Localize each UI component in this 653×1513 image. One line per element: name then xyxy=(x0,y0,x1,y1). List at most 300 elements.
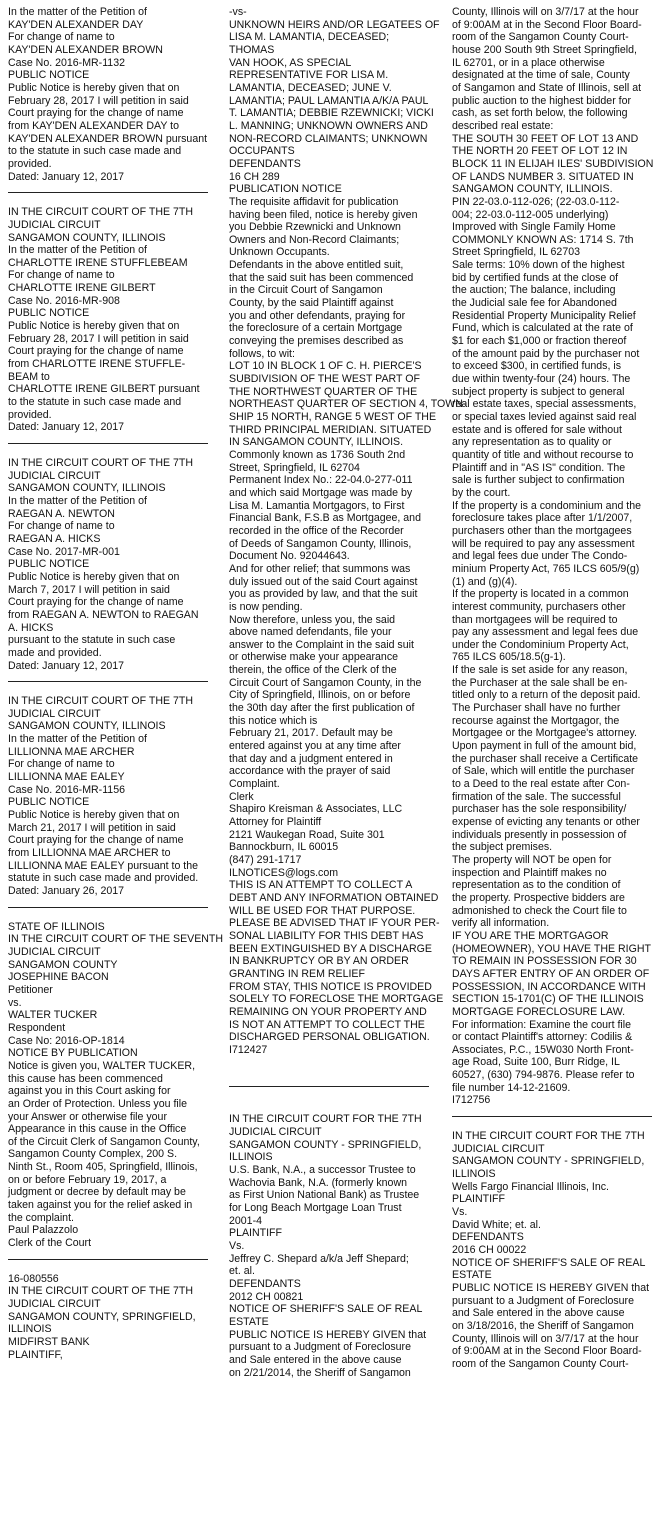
notice-line: LOT 10 IN BLOCK 1 OF C. H. PIERCE'S xyxy=(229,360,422,373)
notice-line: Court praying for the change of name xyxy=(8,107,184,120)
notice-line: from KAY'DEN ALEXANDER DAY to xyxy=(8,119,179,132)
notice-line: Case No. 2016-MR-908 xyxy=(8,294,120,307)
notice-line: Sale terms: 10% down of the highest xyxy=(452,259,625,272)
notice-line: City of Springfield, Illinois, on or before xyxy=(229,689,411,702)
notice-line: or special taxes levied against said real xyxy=(452,411,637,423)
notice-line: subject property is subject to general xyxy=(452,385,625,398)
notice-line: Jeffrey C. Shepard a/k/a Jeff Shepard; xyxy=(229,1252,409,1265)
notice-line: Associates, P.C., 15W030 North Front- xyxy=(452,1043,634,1056)
notice-line: admonished to check the Court file to xyxy=(452,904,627,917)
notice-line: Notice is given you, WALTER TUCKER, xyxy=(8,1059,196,1072)
notice-line: Mortgagee or the Mortgagee's attorney. xyxy=(452,727,637,740)
notice-line: BLOCK 11 IN ELIJAH ILES' SUBDIVISION xyxy=(452,157,653,170)
notice-line: or otherwise make your appearance xyxy=(229,651,399,664)
notice-line: pay any assessment and legal fees due xyxy=(452,626,639,639)
notice-line: above named defendants, file your xyxy=(229,626,392,639)
notice-line: Petitioner xyxy=(8,983,53,996)
notice-line: WALTER TUCKER xyxy=(8,1009,98,1022)
notice-line: room of the Sangamon County Court- xyxy=(452,31,629,44)
notice-line: RAEGAN A. HICKS xyxy=(8,532,101,545)
notice-line: against you in this Court asking for xyxy=(8,1085,171,1098)
notice-line: the property. Prospective bidders are xyxy=(452,891,625,904)
notice-line: Court praying for the change of name xyxy=(8,834,184,847)
notice-line: THE NORTHWEST QUARTER OF THE xyxy=(229,385,418,398)
notice-line: PIN 22-03.0-112-026; (22-03.0-112- xyxy=(452,195,620,208)
notice-line: Fund, which is calculated at the rate of xyxy=(452,322,633,335)
notice-line: GRANTING IN REM RELIEF xyxy=(229,967,365,980)
notice-line: David White; et. al. xyxy=(452,1218,541,1231)
notice-line: Plaintiff and in "AS IS" condition. The xyxy=(452,461,626,474)
legal-notice xyxy=(452,1130,652,1370)
notice-line: February 21, 2017. Default may be xyxy=(229,727,393,740)
notice-line: Financial Bank, F.S.B as Mortgagee, and xyxy=(229,512,421,525)
notice-line: NOTICE OF SHERIFF'S SALE OF REAL xyxy=(452,1256,646,1269)
notice-line: age Road, Suite 100, Burr Ridge, IL xyxy=(452,1056,620,1069)
notice-line: NON-RECORD CLAIMANTS; UNKNOWN xyxy=(229,132,428,145)
notice-line: Case No. 2016-MR-1132 xyxy=(8,56,125,69)
notice-line: Dated: January 12, 2017 xyxy=(8,421,125,434)
notice-line: Permanent Index No.: 22-04.0-277-011 xyxy=(229,474,413,487)
column-1 xyxy=(8,6,224,1511)
notice-line: IN THE CIRCUIT COURT OF THE SEVENTH xyxy=(8,933,224,946)
notice-line: answer to the Complaint in the said suit xyxy=(229,638,414,651)
notice-line: IF YOU ARE THE MORTGAGOR xyxy=(452,929,609,942)
notice-line: individuals presently in possession of xyxy=(452,828,627,841)
notice-line: REPRESENTATIVE FOR LISA M. xyxy=(229,69,389,82)
notice-line: of Sangamon and State of Illinois, sell at xyxy=(452,81,642,94)
notice-line: Clerk of the Court xyxy=(8,1237,92,1250)
notice-line: JUDICIAL CIRCUIT xyxy=(229,1126,322,1139)
notice-line: titled only to a return of the deposit paid. xyxy=(452,689,641,702)
notice-line: A. HICKS xyxy=(8,621,54,634)
notice-line: Commonly known as 1736 South 2nd xyxy=(229,448,406,461)
notice-line: In the matter of the Petition of xyxy=(8,494,147,507)
notice-line: Respondent xyxy=(8,1021,66,1034)
notice-line: L. MANNING; UNKNOWN OWNERS AND xyxy=(229,119,428,132)
notice-line: ILLINOIS xyxy=(229,1151,273,1164)
notice-line: made and provided. xyxy=(8,646,102,659)
notice-line: For information: Examine the court file xyxy=(452,1018,631,1031)
notice-line: February 28, 2017 I will petition in said xyxy=(8,94,189,107)
notice-line: SANGAMON COUNTY, SPRINGFIELD, xyxy=(8,1310,196,1323)
notice-line: the purchaser shall receive a Certificate xyxy=(452,752,639,765)
notice-line: T. LAMANTIA; DEBBIE RZEWNICKI; VICKI xyxy=(229,107,434,120)
notice-line: For change of name to xyxy=(8,269,115,282)
notice-line: and Sale entered in the above cause xyxy=(452,1307,625,1320)
notice-line: to the statute in such case made and xyxy=(8,396,182,409)
legal-notice xyxy=(8,206,208,434)
notice-line: quantity of title and without recourse to xyxy=(452,448,634,461)
notice-line: Case No. 2016-MR-1156 xyxy=(8,783,125,796)
notice-line: file number 14-12-21609. xyxy=(452,1081,571,1094)
notice-line: to a Deed to the real estate after Con- xyxy=(452,778,630,791)
notice-line: under the Condominium Property Act, xyxy=(452,638,629,651)
notice-line: Residential Property Municipality Relief xyxy=(452,309,636,322)
notice-line: sale is further subject to confirmation xyxy=(452,474,625,487)
notice-line: SOLELY TO FORECLOSE THE MORTGAGE xyxy=(229,993,444,1006)
notice-line: PUBLICATION NOTICE xyxy=(229,183,342,196)
notice-line: OF LANDS NUMBER 3. SITUATED IN xyxy=(452,170,634,183)
notice-line: the foreclosure of a certain Mortgage xyxy=(229,322,403,335)
notice-line: SONAL LIABILITY FOR THIS DEBT HAS xyxy=(229,929,424,942)
notice-line: Sangamon County Complex, 200 S. xyxy=(8,1148,178,1161)
notice-line: pursuant to a Judgment of Foreclosure xyxy=(229,1341,411,1354)
notice-line: in the Circuit Court of Sangamon xyxy=(229,284,383,297)
notice-line: real estate taxes, special assessments, xyxy=(452,398,637,411)
notice-line: Ninth St., Room 405, Springfield, Illinois, xyxy=(8,1161,198,1174)
notice-line: THOMAS xyxy=(229,43,275,56)
notice-line: SANGAMON COUNTY, ILLINOIS. xyxy=(452,183,613,196)
notice-line: of Deeds of Sangamon County, Illinois, xyxy=(229,537,412,550)
notice-line: the Judicial sale fee for Abandoned xyxy=(452,297,617,310)
notice-line: is now pending. xyxy=(229,600,303,613)
notice-line: an Order of Protection. Unless you file xyxy=(8,1097,188,1110)
notice-line: described real estate: xyxy=(452,119,554,132)
notice-line: duly issued out of the said Court against xyxy=(229,575,418,588)
notice-divider xyxy=(8,443,208,444)
legal-notice xyxy=(8,457,208,672)
notice-line: PUBLIC NOTICE xyxy=(8,69,90,82)
notice-line: and Sale entered in the above cause xyxy=(229,1353,402,1366)
notice-line: March 21, 2017 I will petition in said xyxy=(8,821,176,834)
notice-line: JUDICIAL CIRCUIT xyxy=(8,218,101,231)
notice-line: LAMANTIA, DECEASED; JUNE V. xyxy=(229,81,392,94)
notice-line: Wachovia Bank, N.A. (formerly known xyxy=(229,1176,407,1189)
notice-line: 16-080556 xyxy=(8,1272,59,1285)
notice-line: IN THE CIRCUIT COURT FOR THE 7TH xyxy=(452,1130,645,1143)
notice-line: estate and is offered for sale without xyxy=(452,423,622,436)
notice-line: by the court. xyxy=(452,486,511,499)
notice-line: TO REMAIN IN POSSESSION FOR 30 xyxy=(452,955,637,968)
notice-line: 765 ILCS 605/18.5(g-1). xyxy=(452,651,566,664)
legal-notice xyxy=(8,920,224,1250)
notice-line: or contact Plaintiff's attorney: Codilis & xyxy=(452,1031,633,1044)
notice-line: LILLIONNA MAE EALEY xyxy=(8,771,125,784)
notice-line: purchasers other than the mortgagees xyxy=(452,524,632,537)
notice-line: CHARLOTTE IRENE GILBERT pursuant xyxy=(8,383,200,396)
notice-line: OCCUPANTS xyxy=(229,145,295,158)
notice-line: THE SOUTH 30 FEET OF LOT 13 AND xyxy=(452,132,639,145)
notice-line: room of the Sangamon County Court- xyxy=(452,1357,629,1370)
notice-line: of 9:00AM at in the Second Floor Board- xyxy=(452,1345,642,1358)
notice-line: And for other relief; that summons was xyxy=(229,562,411,575)
notice-line: Case No. 2017-MR-001 xyxy=(8,545,120,558)
notice-line: of the Circuit Clerk of Sangamon County, xyxy=(8,1135,200,1148)
notice-line: February 28, 2017 I will petition in said xyxy=(8,332,189,345)
notice-line: Lisa M. Lamantia Mortgagors, to First xyxy=(229,499,405,512)
notice-line: FROM STAY, THIS NOTICE IS PROVIDED xyxy=(229,980,432,993)
notice-line: SANGAMON COUNTY xyxy=(8,958,118,971)
notice-line: LILLIONNA MAE ARCHER xyxy=(8,745,135,758)
notice-line: PUBLIC NOTICE xyxy=(8,307,90,320)
notice-line: County, by the said Plaintiff against xyxy=(229,297,394,310)
notice-line: of the amount paid by the purchaser not xyxy=(452,347,640,360)
notice-line: Dated: January 26, 2017 xyxy=(8,885,125,897)
notice-line: interest community, purchasers other xyxy=(452,600,626,613)
notice-line: UNKNOWN HEIRS AND/OR LEGATEES OF xyxy=(229,18,440,31)
notice-line: on 2/21/2014, the Sheriff of Sangamon xyxy=(229,1366,411,1379)
notice-line: Bannockburn, IL 60015 xyxy=(229,841,339,854)
notice-line: IN THE CIRCUIT COURT OF THE 7TH xyxy=(8,206,194,219)
notice-line: Vs. xyxy=(229,1240,245,1253)
notice-line: any representation as to quality or xyxy=(452,436,612,449)
notice-line: than mortgagees will be required to xyxy=(452,613,618,626)
notice-line: entered against you at any time after xyxy=(229,740,401,753)
notice-line: 004; 22-03.0-112-005 underlying) xyxy=(452,208,609,221)
notice-line: IS NOT AN ATTEMPT TO COLLECT THE xyxy=(229,1018,425,1031)
notice-line: IN BANKRUPTCY OR BY AN ORDER xyxy=(229,955,409,968)
notice-line: In the matter of the Petition of xyxy=(8,244,147,257)
notice-line: 16 CH 289 xyxy=(229,170,280,183)
notice-line: IN THE CIRCUIT COURT OF THE 7TH xyxy=(8,457,194,469)
notice-divider xyxy=(452,1116,652,1117)
notice-line: to the statute in such case made and xyxy=(8,145,182,158)
notice-line: Public Notice is hereby given that on xyxy=(8,809,180,822)
notice-line: you and other defendants, praying for xyxy=(229,309,406,322)
notice-line: recourse against the Mortgagor, the xyxy=(452,714,620,727)
notice-line: Vs. xyxy=(452,1206,468,1219)
notice-line: will be required to pay any assessment xyxy=(452,537,635,550)
notice-line: this cause has been commenced xyxy=(8,1072,163,1085)
notice-line: Now therefore, unless you, the said xyxy=(229,613,396,626)
notice-line: 2121 Waukegan Road, Suite 301 xyxy=(229,828,385,841)
notice-line: provided. xyxy=(8,157,52,170)
notice-line: The property will NOT be open for xyxy=(452,853,612,866)
notice-line: In the matter of the Petition of xyxy=(8,6,147,18)
notice-line: Court praying for the change of name xyxy=(8,596,184,609)
notice-line: Street, Springfield, IL 62704 xyxy=(229,461,360,474)
notice-line: DISCHARGED PERSONAL OBLIGATION. xyxy=(229,1031,430,1044)
notice-line: CHARLOTTE IRENE GILBERT xyxy=(8,282,156,295)
notice-line: JUDICIAL CIRCUIT xyxy=(8,945,101,958)
notice-line: LILLIONNA MAE EALEY pursuant to the xyxy=(8,859,199,872)
notice-line: public auction to the highest bidder for xyxy=(452,94,632,107)
notice-line: IN THE CIRCUIT COURT OF THE 7TH xyxy=(8,695,194,708)
notice-line: cash, as set forth below, the following xyxy=(452,107,628,120)
notice-line: I712756 xyxy=(452,1094,491,1107)
notice-line: on or before February 19, 2017, a xyxy=(8,1173,167,1186)
notice-line: CHARLOTTE IRENE STUFFLEBEAM xyxy=(8,256,188,269)
notice-line: NOTICE BY PUBLICATION xyxy=(8,1047,138,1060)
notice-line: March 7, 2017 I will petition in said xyxy=(8,583,170,596)
legal-notice xyxy=(229,6,467,1056)
notice-line: $1 for each $1,000 or fraction thereof xyxy=(452,335,627,348)
notice-line: Unknown Occupants. xyxy=(229,246,330,259)
notice-line: Court praying for the change of name xyxy=(8,345,184,358)
notice-line: IN THE CIRCUIT COURT FOR THE 7TH xyxy=(229,1113,422,1126)
notice-line: 60527, (630) 794-9876. Please refer to xyxy=(452,1069,635,1082)
notice-line: For change of name to xyxy=(8,31,115,44)
notice-line: (1) and (g)(4). xyxy=(452,575,518,588)
notice-line: Document No. 92044643. xyxy=(229,550,350,563)
notice-line: PUBLIC NOTICE IS HEREBY GIVEN that xyxy=(452,1281,650,1294)
notice-line: foreclosure takes place after 1/1/2007, xyxy=(452,512,633,525)
notice-line: JUDICIAL CIRCUIT xyxy=(8,707,101,720)
notice-line: verify all information. xyxy=(452,917,550,930)
notice-line: to exceed $300, in certified funds, is xyxy=(452,360,622,373)
notice-line: (HOMEOWNER), YOU HAVE THE RIGHT xyxy=(452,942,651,955)
notice-line: For change of name to xyxy=(8,758,115,771)
notice-line: PLAINTIFF xyxy=(452,1193,505,1206)
notice-line: as First Union National Bank) as Trustee xyxy=(229,1189,420,1202)
notice-line: DEFENDANTS xyxy=(452,1231,524,1244)
notice-line: from LILLIONNA MAE ARCHER to xyxy=(8,847,171,860)
notice-line: from RAEGAN A. NEWTON to RAEGAN xyxy=(8,608,199,621)
notice-line: Upon payment in full of the amount bid, xyxy=(452,740,637,753)
notice-line: the auction; The balance, including xyxy=(452,284,616,297)
notice-line: WILL BE USED FOR THAT PURPOSE. xyxy=(229,904,416,917)
notice-line: provided. xyxy=(8,408,52,421)
legal-notice xyxy=(8,1273,208,1362)
column-3 xyxy=(452,6,652,1511)
notice-line: KAY'DEN ALEXANDER BROWN pursuant xyxy=(8,132,208,145)
notice-line: DEFENDANTS xyxy=(229,157,301,170)
notice-line: bid by certified funds at the close of xyxy=(452,271,619,284)
legal-notice xyxy=(229,1113,429,1379)
column-2 xyxy=(229,6,467,1511)
notice-line: you as provided by law, and that the suit xyxy=(229,588,418,601)
notice-line: pursuant to the statute in such case xyxy=(8,634,176,647)
notice-line: from CHARLOTTE IRENE STUFFLE- xyxy=(8,358,186,371)
notice-line: statute in such case made and provided. xyxy=(8,872,199,885)
notice-line: of Sale, which will entitle the purchaser xyxy=(452,765,635,778)
notice-line: on 3/18/2016, the Sheriff of Sangamon xyxy=(452,1319,634,1332)
notice-line: expense of evicting any tenants or other xyxy=(452,816,640,828)
notice-line: SHIP 15 NORTH, RANGE 5 WEST OF THE xyxy=(229,411,437,423)
notice-line: In the matter of the Petition of xyxy=(8,733,147,746)
notice-line: SANGAMON COUNTY, ILLINOIS xyxy=(8,231,166,244)
notice-line: follows, to wit: xyxy=(229,347,295,360)
notice-line: The requisite affidavit for publication xyxy=(229,195,399,208)
notice-line: Public Notice is hereby given that on xyxy=(8,320,180,333)
notice-line: County, Illinois will on 3/7/17 at the hour xyxy=(452,1332,639,1345)
notice-line: Public Notice is hereby given that on xyxy=(8,81,180,94)
notice-line: purchaser has the sole responsibility/ xyxy=(452,803,627,816)
notice-line: PUBLIC NOTICE xyxy=(8,558,90,571)
notice-line: 2012 CH 00821 xyxy=(229,1290,304,1303)
legal-notice xyxy=(8,695,208,898)
notice-line: PLAINTIFF, xyxy=(8,1348,63,1361)
notice-divider xyxy=(8,1259,208,1260)
notice-line: MORTGAGE FORECLOSURE LAW. xyxy=(452,1005,626,1018)
notice-line: I712427 xyxy=(229,1043,268,1056)
notice-line: U.S. Bank, N.A., a successor Trustee to xyxy=(229,1164,416,1177)
notice-line: BEEN EXTINGUISHED BY A DISCHARGE xyxy=(229,942,432,955)
notice-line: Defendants in the above entitled suit, xyxy=(229,259,404,272)
legal-notice xyxy=(452,6,652,1107)
notice-line: ESTATE xyxy=(229,1315,269,1328)
notice-line: representation as to the condition of xyxy=(452,879,621,892)
notice-line: pursuant to a Judgment of Foreclosure xyxy=(452,1294,634,1307)
notice-line: THIRD PRINCIPAL MERIDIAN. SITUATED xyxy=(229,423,432,436)
notice-line: Clerk xyxy=(229,790,254,803)
notice-line: ESTATE xyxy=(452,1269,492,1282)
notice-line: NOTICE OF SHERIFF'S SALE OF REAL xyxy=(229,1303,423,1316)
notice-line: JUDICIAL CIRCUIT xyxy=(452,1142,545,1155)
notice-line: 2001-4 xyxy=(229,1214,262,1227)
notice-line: THIS IS AN ATTEMPT TO COLLECT A xyxy=(229,879,413,892)
notice-line: PLEASE BE ADVISED THAT IF YOUR PER- xyxy=(229,917,440,930)
notice-line: For change of name to xyxy=(8,520,115,533)
notice-line: Circuit Court of Sangamon County, in the xyxy=(229,676,422,689)
notice-line: County, Illinois will on 3/7/17 at the hour xyxy=(452,6,639,18)
notice-line: and legal fees due under The Condo- xyxy=(452,550,628,563)
notice-line: having been filed, notice is hereby given xyxy=(229,208,418,221)
notice-line: Owners and Non-Record Claimants; xyxy=(229,233,400,246)
notice-line: Shapiro Kreisman & Associates, LLC xyxy=(229,803,403,816)
notice-line: KAY'DEN ALEXANDER DAY xyxy=(8,18,144,31)
notice-line: SANGAMON COUNTY, ILLINOIS xyxy=(8,720,166,733)
notice-line: the complaint. xyxy=(8,1211,74,1224)
notice-line: designated at the time of sale, County xyxy=(452,69,630,82)
notice-line: and which said Mortgage was made by xyxy=(229,486,413,499)
notice-line: the 30th day after the first publication of xyxy=(229,702,415,715)
notice-line: this notice which is xyxy=(229,714,318,727)
notice-line: IN SANGAMON COUNTY, ILLINOIS. xyxy=(229,436,404,449)
notice-line: COMMONLY KNOWN AS: 1714 S. 7th xyxy=(452,233,634,246)
notice-line: PUBLIC NOTICE xyxy=(8,796,90,809)
notice-line: taken against you for the relief asked in xyxy=(8,1199,193,1212)
notice-line: for Long Beach Mortgage Loan Trust xyxy=(229,1202,402,1215)
notice-divider xyxy=(8,192,208,193)
notice-line: therein, the office of the Clerk of the xyxy=(229,664,397,677)
notice-line: PLAINTIFF xyxy=(229,1227,282,1240)
notice-line: JUDICIAL CIRCUIT xyxy=(8,469,101,482)
notice-line: DEBT AND ANY INFORMATION OBTAINED xyxy=(229,891,439,904)
notice-line: REMAINING ON YOUR PROPERTY AND xyxy=(229,1005,427,1018)
notice-line: NORTHEAST QUARTER OF SECTION 4, TOWN- xyxy=(229,398,467,411)
notice-line: you Debbie Rzewnicki and Unknown xyxy=(229,221,401,234)
notice-line: DAYS AFTER ENTRY OF AN ORDER OF xyxy=(452,967,650,980)
notice-line: recorded in the office of the Recorder xyxy=(229,524,404,537)
notice-line: house 200 South 9th Street Springfield, xyxy=(452,43,637,56)
notice-line: JUDICIAL CIRCUIT xyxy=(8,1298,101,1311)
notice-line: The Purchaser shall have no further xyxy=(452,702,621,715)
notice-line: Street Springfield, IL 62703 xyxy=(452,246,580,259)
notice-line: JOSEPHINE BACON xyxy=(8,971,109,984)
notice-line: Wells Fargo Financial Illinois, Inc. xyxy=(452,1180,610,1193)
notice-line: VAN HOOK, AS SPECIAL xyxy=(229,56,352,69)
notice-line: the Purchaser at the sale shall be en- xyxy=(452,676,628,689)
legal-notice xyxy=(8,6,208,183)
notice-line: Appearance in this cause in the Office xyxy=(8,1123,187,1136)
notice-line: KAY'DEN ALEXANDER BROWN xyxy=(8,43,163,56)
notice-divider xyxy=(229,1086,429,1087)
notice-line: Paul Palazzolo xyxy=(8,1224,79,1237)
notice-line: If the property is a condominium and the xyxy=(452,499,642,512)
notice-line: conveying the premises described as xyxy=(229,335,404,348)
notice-line: Dated: January 12, 2017 xyxy=(8,170,125,183)
notice-line: LAMANTIA; PAUL LAMANTIA A/K/A PAUL xyxy=(229,94,429,107)
notice-line: LISA M. LAMANTIA, DECEASED; xyxy=(229,31,390,44)
notice-line: POSSESSION, IN ACCORDANCE WITH xyxy=(452,980,646,993)
notice-line: MIDFIRST BANK xyxy=(8,1336,90,1348)
notice-line: minium Property Act, 765 ILCS 605/9(g) xyxy=(452,562,640,575)
notice-line: that day and a judgment entered in xyxy=(229,752,393,765)
notice-line: SANGAMON COUNTY - SPRINGFIELD, xyxy=(229,1138,422,1151)
notice-line: inspection and Plaintiff makes no xyxy=(452,866,607,879)
notice-line: accordance with the prayer of said xyxy=(229,765,391,778)
notice-line: the subject premises. xyxy=(452,841,553,854)
notice-line: SANGAMON COUNTY, ILLINOIS xyxy=(8,482,166,495)
notice-line: If the sale is set aside for any reason, xyxy=(452,664,628,677)
notice-line: Complaint. xyxy=(229,778,280,791)
notice-line: SECTION 15-1701(C) OF THE ILLINOIS xyxy=(452,993,644,1006)
notice-line: of 9:00AM at in the Second Floor Board- xyxy=(452,18,642,31)
notice-line: ILNOTICES@logs.com xyxy=(229,866,339,879)
notice-line: judgment or decree by default may be xyxy=(8,1186,186,1199)
notice-line: firmation of the sale. The successful xyxy=(452,790,621,803)
